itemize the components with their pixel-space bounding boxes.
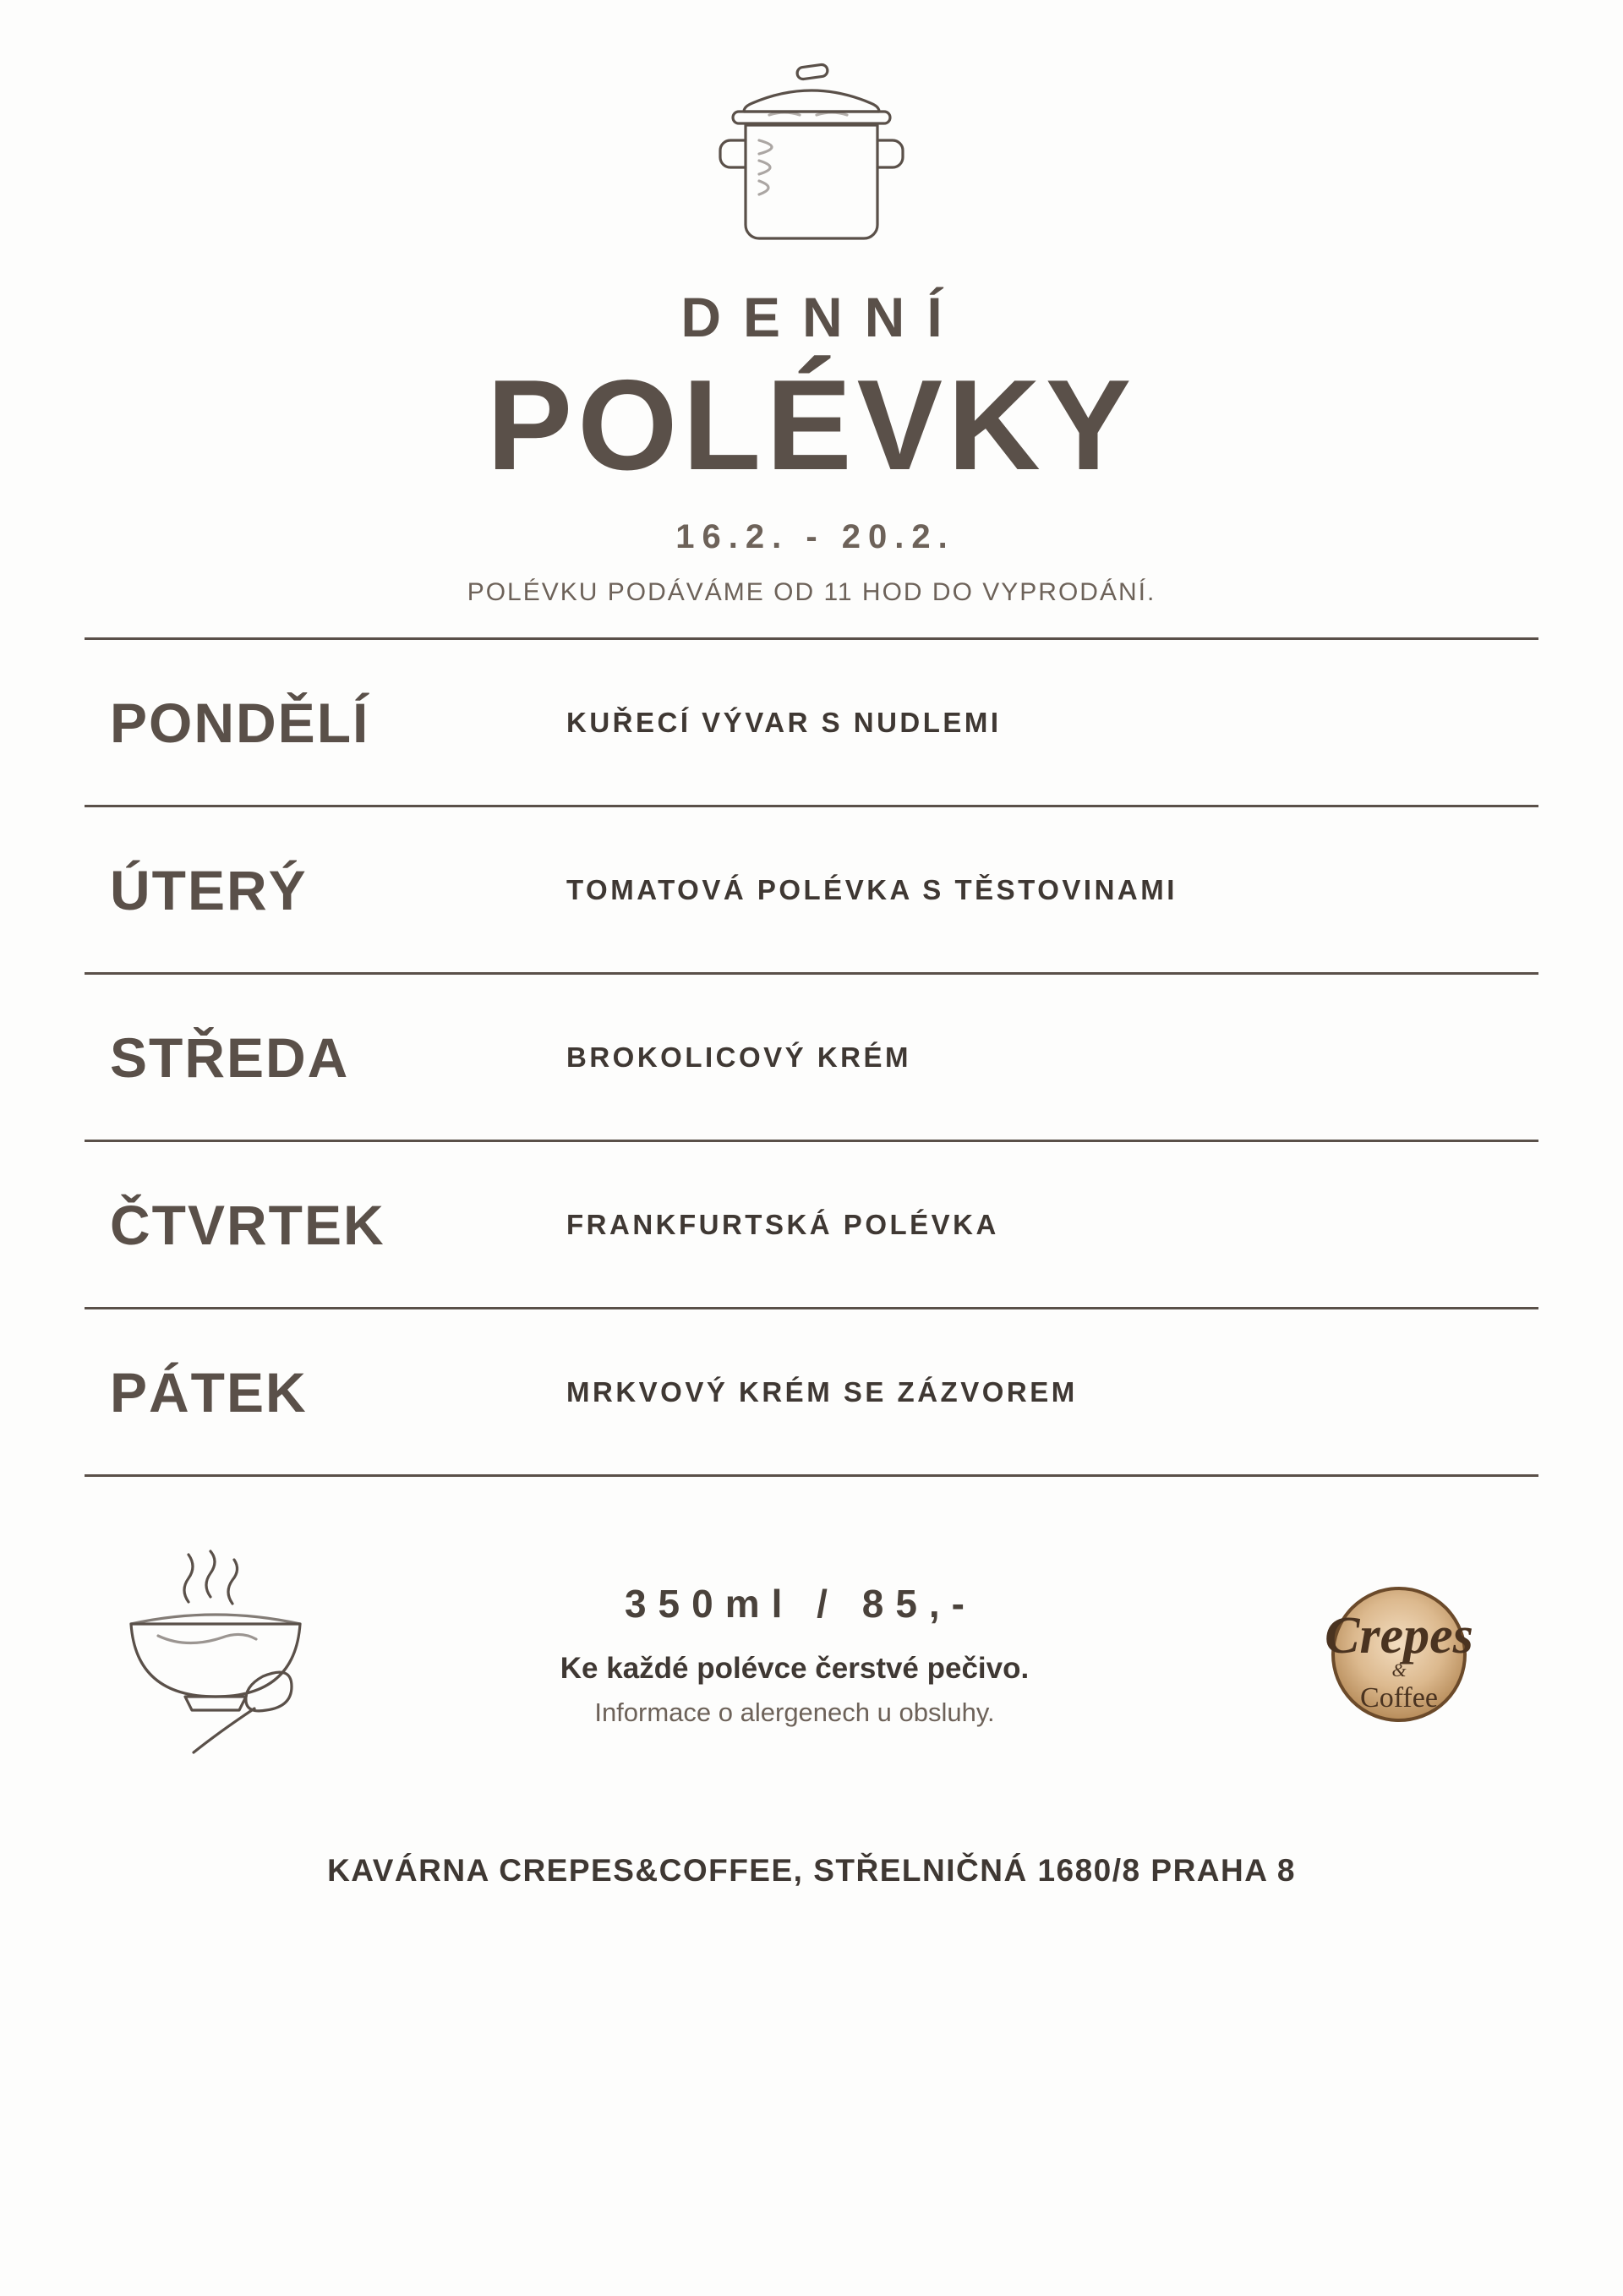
footer-block	[85, 1528, 1538, 1781]
soup-name: BROKOLICOVÝ KRÉM	[566, 1041, 912, 1073]
page-title-line1: DENNÍ	[680, 286, 965, 348]
soup-bowl-spoon-icon	[97, 1536, 351, 1773]
divider	[85, 1474, 1538, 1477]
logo-wrap	[1260, 1553, 1538, 1756]
menu-row-wednesday	[85, 975, 1538, 1140]
soup-name: FRANKFURTSKÁ POLÉVKA	[566, 1208, 999, 1240]
menu-row-tuesday	[85, 807, 1538, 972]
menu-row-friday	[85, 1309, 1538, 1474]
crepes-coffee-logo	[1272, 1553, 1526, 1756]
soup-name: MRKVOVÝ KRÉM SE ZÁZVOREM	[566, 1375, 1078, 1408]
day-label: ČTVRTEK	[110, 1193, 385, 1256]
serving-note: POLÉVKU PODÁVÁME OD 11 HOD DO VYPRODÁNÍ.	[467, 578, 1156, 606]
menu-list	[85, 637, 1538, 1477]
bread-note: Ke každé polévce čerstvé pečivo.	[560, 1652, 1030, 1685]
page-title-line2: POLÉVKY	[486, 353, 1137, 497]
svg-text:Coffee: Coffee	[1360, 1682, 1438, 1714]
bowl-illustration-wrap	[85, 1536, 363, 1773]
menu-row-thursday	[85, 1142, 1538, 1307]
price-label: 350ml / 85,-	[624, 1582, 977, 1626]
day-label: PÁTEK	[110, 1360, 308, 1424]
cooking-pot-icon	[651, 52, 972, 260]
day-label: ÚTERÝ	[110, 858, 308, 921]
day-label: PONDĚLÍ	[110, 691, 370, 754]
menu-row-monday	[85, 640, 1538, 805]
pot-illustration-wrap	[85, 0, 1538, 260]
svg-text:&: &	[1391, 1659, 1407, 1681]
allergen-note: Informace o alergenech u obsluhy.	[594, 1697, 995, 1727]
date-range: 16.2. - 20.2.	[675, 518, 955, 555]
soup-name: KUŘECÍ VÝVAR S NUDLEMI	[566, 706, 1002, 738]
soup-name: TOMATOVÁ POLÉVKA S TĚSTOVINAMI	[566, 873, 1178, 905]
footer-center	[363, 1581, 1260, 1728]
day-label: STŘEDA	[110, 1025, 350, 1089]
address-line: KAVÁRNA CREPES&COFFEE, STŘELNIČNÁ 1680/8 PRAHA 8	[327, 1853, 1296, 1888]
svg-text:Crepes: Crepes	[1325, 1607, 1473, 1665]
